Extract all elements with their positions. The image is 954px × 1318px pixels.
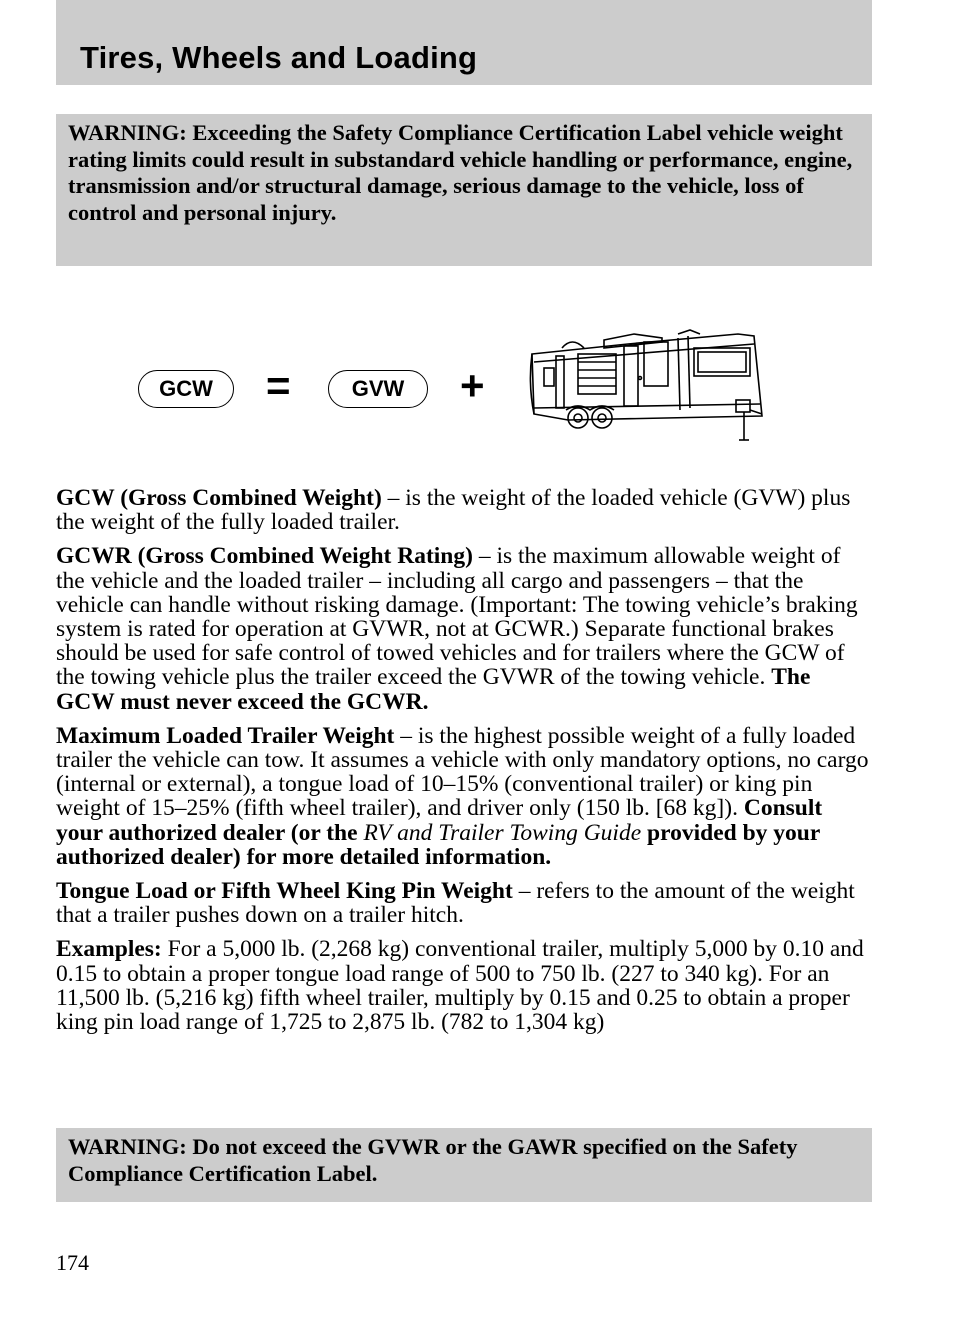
term-gcw: GCW (Gross Combined Weight) <box>56 485 382 511</box>
equals-sign: = <box>266 362 291 409</box>
paragraph-max-loaded-trailer-weight <box>56 724 872 869</box>
warning-text: WARNING: Exceeding the Safety Compliance Certification Label vehicle weight rating limits could result in substandard vehicle handling or performance, engine, transmission and/or structural damage, serious damage to the vehicle, loss of control and personal injury. <box>68 120 853 225</box>
warning-box-weight-rating <box>56 114 872 266</box>
definition-gcwr: – is the maximum allowable weight of the vehicle and the loaded trailer – including all cargo and passengers – that the vehicle can handle without risking damage. (Important: The towing vehicle’s braking system is rated for operation at GVWR, not at GCWR.) Separate functional brakes should be used for safe control of towed vehicles and for trailers where the GCW of the towing vehicle plus the trailer exceed the GVWR of the towing vehicle. <box>56 543 858 691</box>
examples-text: For a 5,000 lb. (2,268 kg) conventional trailer, multiply 5,000 by 0.10 and 0.15 to obtain a proper tongue load range of 500 to 750 lb. (227 to 340 kg). For an 11,500 lb. (5,216 kg) fifth wheel trailer, multiply by 0.15 and 0.25 to obtain a proper king pin load range of 1,725 to 2,875 lb. (782 to 1,304 kg) <box>56 936 864 1036</box>
paragraph-examples <box>56 937 872 1034</box>
paragraph-gcw <box>56 486 872 534</box>
term-examples: Examples: <box>56 936 162 963</box>
definition-tongue-load: – refers to the amount of the weight that a trailer pushes down on a trailer hitch. <box>56 878 855 929</box>
paragraph-tongue-load <box>56 879 872 927</box>
consult-dealer-end: provided by your authorized dealer) for more detailed information. <box>56 819 820 870</box>
gcw-equation-diagram <box>130 318 770 450</box>
gcw-label: GCW <box>138 370 234 408</box>
section-title: Tires, Wheels and Loading <box>80 40 478 75</box>
term-max-loaded-trailer-weight: Maximum Loaded Trailer Weight <box>56 722 395 749</box>
definition-gcw: – is the weight of the loaded vehicle (GVW) plus the weight of the fully loaded trailer. <box>56 485 851 536</box>
definition-max-loaded-trailer-weight: – is the highest possible weight of a fully loaded trailer the vehicle can tow. It assumes a vehicle with only mandatory options, no cargo (internal or external), a tongue load of 10–15% (conventional trailer) or king pin weight of 15–25% (fifth wheel trailer), and driver only (150 lb. [68 kg]). <box>56 722 869 822</box>
section-header <box>56 0 872 85</box>
gvw-label: GVW <box>328 370 428 408</box>
gcwr-emphasis: The GCW must never exceed the GCWR. <box>56 664 811 715</box>
consult-dealer-start: Consult your authorized dealer (or the <box>56 795 823 846</box>
travel-trailer-icon <box>528 318 764 450</box>
body-text <box>56 486 872 1044</box>
page-number: 174 <box>56 1250 89 1275</box>
towing-guide-title: RV and Trailer Towing Guide <box>363 819 642 846</box>
term-tongue-load: Tongue Load or Fifth Wheel King Pin Weight <box>56 878 513 905</box>
paragraph-gcwr <box>56 544 872 713</box>
warning-text-bottom: WARNING: Do not exceed the GVWR or the GAWR specified on the Safety Compliance Certification Label. <box>68 1134 798 1186</box>
term-gcwr: GCWR (Gross Combined Weight Rating) <box>56 543 473 570</box>
warning-box-gvwr-gawr <box>56 1128 872 1202</box>
plus-sign: + <box>460 362 485 409</box>
